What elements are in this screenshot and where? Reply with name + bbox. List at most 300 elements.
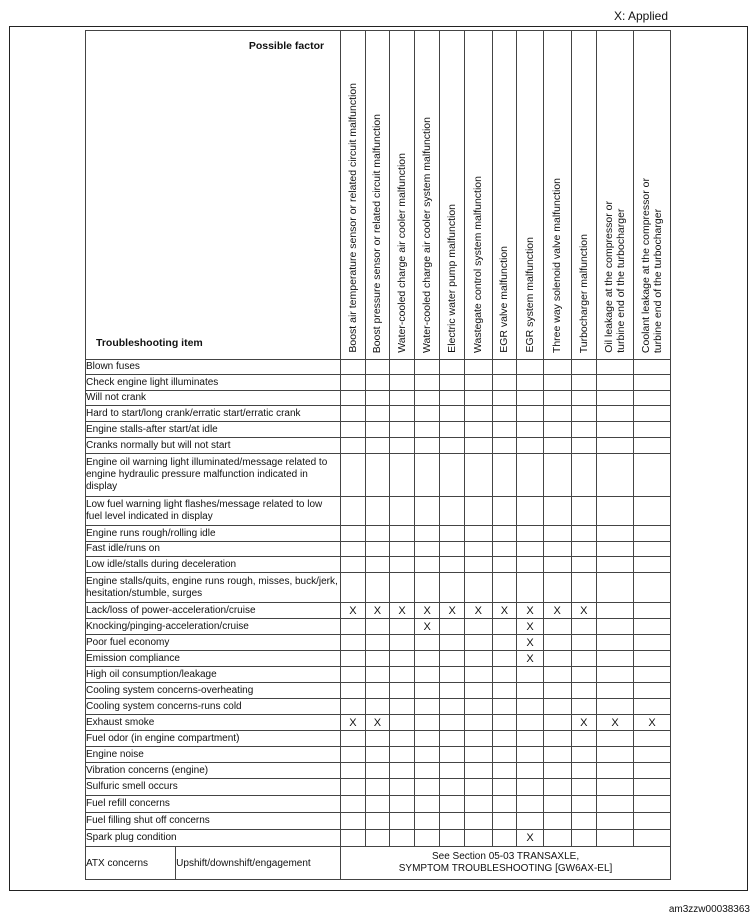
table-row <box>86 557 671 573</box>
mark-cell <box>390 779 415 796</box>
factor-label: Wastegate control system malfunction <box>472 175 485 353</box>
mark-cell <box>390 573 415 603</box>
mark-cell <box>634 683 671 699</box>
table-row <box>86 542 671 557</box>
mark-cell <box>341 763 366 779</box>
table-row <box>86 360 671 375</box>
factor-header-4 <box>414 31 440 360</box>
mark-cell <box>597 360 634 375</box>
mark-cell <box>365 557 390 573</box>
mark-cell <box>440 796 465 813</box>
mark-cell <box>597 619 634 635</box>
mark-cell <box>390 391 415 406</box>
mark-cell <box>543 731 571 747</box>
mark-cell <box>571 763 597 779</box>
mark-cell <box>517 497 544 526</box>
mark-cell <box>341 375 366 391</box>
mark-cell <box>365 573 390 603</box>
factor-label: Water-cooled charge air cooler system malfunction <box>421 117 434 353</box>
mark-cell <box>414 557 440 573</box>
mark-cell <box>440 454 465 497</box>
mark-cell <box>341 731 366 747</box>
applied-mark: X <box>634 715 671 731</box>
mark-cell <box>341 497 366 526</box>
factor-header-5 <box>440 31 465 360</box>
mark-cell <box>543 683 571 699</box>
mark-cell <box>390 830 415 847</box>
mark-cell <box>634 438 671 454</box>
mark-cell <box>517 422 544 438</box>
mark-cell <box>571 747 597 763</box>
mark-cell <box>341 779 366 796</box>
mark-cell <box>571 683 597 699</box>
mark-cell <box>341 422 366 438</box>
mark-cell <box>440 683 465 699</box>
mark-cell <box>465 557 493 573</box>
mark-cell <box>597 651 634 667</box>
mark-cell <box>390 747 415 763</box>
mark-cell <box>492 526 517 542</box>
mark-cell <box>571 813 597 830</box>
mark-cell <box>492 360 517 375</box>
mark-cell <box>492 542 517 557</box>
mark-cell <box>597 454 634 497</box>
mark-cell <box>414 779 440 796</box>
mark-cell <box>390 667 415 683</box>
mark-cell <box>492 406 517 422</box>
mark-cell <box>634 619 671 635</box>
mark-cell <box>492 683 517 699</box>
mark-cell <box>634 406 671 422</box>
table-row <box>86 526 671 542</box>
mark-cell <box>390 454 415 497</box>
mark-cell <box>597 573 634 603</box>
mark-cell <box>390 763 415 779</box>
atx-reference: See Section 05-03 TRANSAXLE, SYMPTOM TROUBLESHOOTING [GW6AX-EL] <box>341 847 671 880</box>
troubleshooting-item-label: Troubleshooting item <box>96 337 203 349</box>
mark-cell <box>543 557 571 573</box>
table-row <box>86 438 671 454</box>
mark-cell <box>365 438 390 454</box>
troubleshooting-item: Engine oil warning light illuminated/message related to engine hydraulic pressure malfunction indicated in display <box>86 454 341 497</box>
troubleshooting-item: Will not crank <box>86 391 341 406</box>
mark-cell <box>571 699 597 715</box>
mark-cell <box>365 683 390 699</box>
factor-header-11 <box>597 31 634 360</box>
mark-cell <box>597 813 634 830</box>
mark-cell <box>543 497 571 526</box>
factor-label: Oil leakage at the compressor or turbine end of the turbocharger <box>603 201 628 353</box>
mark-cell <box>341 542 366 557</box>
mark-cell <box>365 635 390 651</box>
mark-cell <box>465 683 493 699</box>
mark-cell <box>597 542 634 557</box>
mark-cell <box>517 796 544 813</box>
mark-cell <box>365 763 390 779</box>
mark-cell <box>440 422 465 438</box>
factor-label: Coolant leakage at the compressor or turbine end of the turbocharger <box>640 177 664 353</box>
mark-cell <box>517 699 544 715</box>
troubleshooting-item: Fuel refill concerns <box>86 796 341 813</box>
mark-cell <box>492 454 517 497</box>
mark-cell <box>492 438 517 454</box>
mark-cell <box>492 699 517 715</box>
table-row <box>86 830 671 847</box>
mark-cell <box>440 715 465 731</box>
mark-cell <box>414 635 440 651</box>
factor-header-3 <box>390 31 415 360</box>
mark-cell <box>365 422 390 438</box>
applied-mark: X <box>341 603 366 619</box>
troubleshooting-item: Cranks normally but will not start <box>86 438 341 454</box>
troubleshooting-item: Lack/loss of power-acceleration/cruise <box>86 603 341 619</box>
mark-cell <box>465 375 493 391</box>
mark-cell <box>440 813 465 830</box>
mark-cell <box>492 763 517 779</box>
mark-cell <box>543 526 571 542</box>
troubleshooting-item: Cooling system concerns-overheating <box>86 683 341 699</box>
mark-cell <box>597 699 634 715</box>
mark-cell <box>571 542 597 557</box>
troubleshooting-item: Knocking/pinging-acceleration/cruise <box>86 619 341 635</box>
mark-cell <box>597 763 634 779</box>
mark-cell <box>634 391 671 406</box>
mark-cell <box>517 391 544 406</box>
mark-cell <box>440 830 465 847</box>
mark-cell <box>517 375 544 391</box>
mark-cell <box>341 830 366 847</box>
applied-mark: X <box>517 651 544 667</box>
troubleshooting-item: Fast idle/runs on <box>86 542 341 557</box>
mark-cell <box>365 731 390 747</box>
mark-cell <box>465 731 493 747</box>
legend: X: Applied <box>613 9 668 23</box>
mark-cell <box>414 573 440 603</box>
mark-cell <box>543 830 571 847</box>
factor-header-8 <box>517 31 544 360</box>
mark-cell <box>517 779 544 796</box>
mark-cell <box>465 406 493 422</box>
mark-cell <box>543 813 571 830</box>
mark-cell <box>465 830 493 847</box>
mark-cell <box>390 813 415 830</box>
troubleshooting-item: Cooling system concerns-runs cold <box>86 699 341 715</box>
mark-cell <box>341 391 366 406</box>
applied-mark: X <box>492 603 517 619</box>
mark-cell <box>414 375 440 391</box>
mark-cell <box>634 747 671 763</box>
mark-cell <box>543 651 571 667</box>
mark-cell <box>341 360 366 375</box>
mark-cell <box>390 360 415 375</box>
mark-cell <box>634 813 671 830</box>
mark-cell <box>597 422 634 438</box>
mark-cell <box>465 635 493 651</box>
mark-cell <box>414 763 440 779</box>
applied-mark: X <box>365 715 390 731</box>
mark-cell <box>597 375 634 391</box>
table-row <box>86 813 671 830</box>
mark-cell <box>517 406 544 422</box>
factor-header-9 <box>543 31 571 360</box>
mark-cell <box>341 813 366 830</box>
mark-cell <box>414 813 440 830</box>
mark-cell <box>440 573 465 603</box>
mark-cell <box>414 747 440 763</box>
applied-mark: X <box>414 619 440 635</box>
mark-cell <box>634 603 671 619</box>
mark-cell <box>341 454 366 497</box>
mark-cell <box>365 747 390 763</box>
mark-cell <box>440 779 465 796</box>
mark-cell <box>543 438 571 454</box>
table-row <box>86 779 671 796</box>
mark-cell <box>597 747 634 763</box>
applied-mark: X <box>365 603 390 619</box>
mark-cell <box>571 830 597 847</box>
mark-cell <box>543 619 571 635</box>
troubleshooting-item: Spark plug condition <box>86 830 341 847</box>
mark-cell <box>390 422 415 438</box>
table-row <box>86 731 671 747</box>
mark-cell <box>517 667 544 683</box>
mark-cell <box>634 454 671 497</box>
atx-item: Upshift/downshift/engagement <box>176 847 341 880</box>
mark-cell <box>414 454 440 497</box>
mark-cell <box>365 497 390 526</box>
mark-cell <box>543 763 571 779</box>
mark-cell <box>414 422 440 438</box>
mark-cell <box>634 763 671 779</box>
mark-cell <box>341 526 366 542</box>
mark-cell <box>465 651 493 667</box>
document-id: am3zzw00038363 <box>668 904 750 915</box>
mark-cell <box>390 557 415 573</box>
mark-cell <box>492 619 517 635</box>
mark-cell <box>571 635 597 651</box>
mark-cell <box>543 360 571 375</box>
mark-cell <box>492 667 517 683</box>
table-row <box>86 375 671 391</box>
mark-cell <box>365 699 390 715</box>
mark-cell <box>390 406 415 422</box>
applied-mark: X <box>517 619 544 635</box>
mark-cell <box>571 731 597 747</box>
mark-cell <box>465 667 493 683</box>
mark-cell <box>341 699 366 715</box>
mark-cell <box>543 635 571 651</box>
mark-cell <box>465 542 493 557</box>
mark-cell <box>597 635 634 651</box>
mark-cell <box>492 830 517 847</box>
troubleshooting-item: Engine runs rough/rolling idle <box>86 526 341 542</box>
header-row <box>86 31 671 360</box>
mark-cell <box>571 573 597 603</box>
table-row <box>86 391 671 406</box>
mark-cell <box>492 779 517 796</box>
mark-cell <box>414 526 440 542</box>
mark-cell <box>414 699 440 715</box>
table-row <box>86 667 671 683</box>
mark-cell <box>465 747 493 763</box>
mark-cell <box>390 731 415 747</box>
mark-cell <box>341 573 366 603</box>
mark-cell <box>465 526 493 542</box>
troubleshooting-item: Engine stalls/quits, engine runs rough, misses, buck/jerk, hesitation/stumble, surges <box>86 573 341 603</box>
mark-cell <box>365 360 390 375</box>
mark-cell <box>543 454 571 497</box>
applied-mark: X <box>517 830 544 847</box>
mark-cell <box>597 497 634 526</box>
mark-cell <box>390 796 415 813</box>
mark-cell <box>341 667 366 683</box>
troubleshooting-item: High oil consumption/leakage <box>86 667 341 683</box>
mark-cell <box>543 542 571 557</box>
mark-cell <box>341 747 366 763</box>
mark-cell <box>365 796 390 813</box>
troubleshooting-item: Engine noise <box>86 747 341 763</box>
mark-cell <box>597 391 634 406</box>
factor-label: Water-cooled charge air cooler malfunction <box>396 153 409 353</box>
mark-cell <box>440 438 465 454</box>
mark-cell <box>365 651 390 667</box>
mark-cell <box>465 454 493 497</box>
table-row <box>86 747 671 763</box>
mark-cell <box>634 542 671 557</box>
mark-cell <box>365 526 390 542</box>
mark-cell <box>517 683 544 699</box>
mark-cell <box>341 406 366 422</box>
atx-concerns-label: ATX concerns <box>86 847 176 880</box>
mark-cell <box>571 454 597 497</box>
mark-cell <box>543 747 571 763</box>
mark-cell <box>517 715 544 731</box>
mark-cell <box>634 497 671 526</box>
mark-cell <box>440 667 465 683</box>
factor-label: Boost air temperature sensor or related circuit malfunction <box>346 83 359 353</box>
applied-mark: X <box>517 603 544 619</box>
mark-cell <box>492 557 517 573</box>
mark-cell <box>390 497 415 526</box>
mark-cell <box>543 573 571 603</box>
mark-cell <box>390 619 415 635</box>
mark-cell <box>571 796 597 813</box>
mark-cell <box>440 619 465 635</box>
mark-cell <box>597 603 634 619</box>
mark-cell <box>571 422 597 438</box>
mark-cell <box>414 391 440 406</box>
mark-cell <box>571 406 597 422</box>
mark-cell <box>571 438 597 454</box>
mark-cell <box>492 573 517 603</box>
mark-cell <box>365 454 390 497</box>
mark-cell <box>390 699 415 715</box>
mark-cell <box>341 683 366 699</box>
factor-header-6 <box>465 31 493 360</box>
atx-row <box>86 847 671 880</box>
mark-cell <box>440 360 465 375</box>
mark-cell <box>492 796 517 813</box>
mark-cell <box>341 438 366 454</box>
table-row <box>86 573 671 603</box>
mark-cell <box>390 542 415 557</box>
mark-cell <box>492 715 517 731</box>
mark-cell <box>414 438 440 454</box>
troubleshooting-item: Fuel odor (in engine compartment) <box>86 731 341 747</box>
mark-cell <box>440 651 465 667</box>
factor-label: EGR system malfunction <box>524 237 537 353</box>
mark-cell <box>414 542 440 557</box>
mark-cell <box>365 779 390 796</box>
mark-cell <box>571 391 597 406</box>
mark-cell <box>597 438 634 454</box>
mark-cell <box>492 635 517 651</box>
troubleshooting-item: Exhaust smoke <box>86 715 341 731</box>
mark-cell <box>414 830 440 847</box>
mark-cell <box>465 779 493 796</box>
mark-cell <box>571 651 597 667</box>
mark-cell <box>390 715 415 731</box>
mark-cell <box>440 747 465 763</box>
mark-cell <box>465 813 493 830</box>
mark-cell <box>634 796 671 813</box>
troubleshooting-item: Fuel filling shut off concerns <box>86 813 341 830</box>
troubleshooting-item: Low fuel warning light flashes/message related to low fuel level indicated in display <box>86 497 341 526</box>
mark-cell <box>571 497 597 526</box>
mark-cell <box>390 526 415 542</box>
troubleshooting-item: Engine stalls-after start/at idle <box>86 422 341 438</box>
table-row <box>86 406 671 422</box>
mark-cell <box>634 635 671 651</box>
factor-header-12 <box>634 31 671 360</box>
mark-cell <box>492 651 517 667</box>
mark-cell <box>390 635 415 651</box>
applied-mark: X <box>543 603 571 619</box>
mark-cell <box>465 497 493 526</box>
mark-cell <box>517 557 544 573</box>
mark-cell <box>365 667 390 683</box>
mark-cell <box>414 497 440 526</box>
mark-cell <box>440 763 465 779</box>
mark-cell <box>440 635 465 651</box>
mark-cell <box>571 619 597 635</box>
mark-cell <box>634 360 671 375</box>
mark-cell <box>440 406 465 422</box>
factor-header-2 <box>365 31 390 360</box>
mark-cell <box>543 796 571 813</box>
mark-cell <box>597 683 634 699</box>
factor-header-10 <box>571 31 597 360</box>
troubleshooting-item: Hard to start/long crank/erratic start/erratic crank <box>86 406 341 422</box>
mark-cell <box>414 667 440 683</box>
mark-cell <box>465 699 493 715</box>
mark-cell <box>465 360 493 375</box>
mark-cell <box>634 375 671 391</box>
mark-cell <box>492 422 517 438</box>
factor-label: EGR valve malfunction <box>498 246 511 353</box>
table-row <box>86 619 671 635</box>
mark-cell <box>440 557 465 573</box>
mark-cell <box>440 699 465 715</box>
table-row <box>86 422 671 438</box>
mark-cell <box>492 497 517 526</box>
mark-cell <box>341 796 366 813</box>
mark-cell <box>440 731 465 747</box>
table-row <box>86 796 671 813</box>
mark-cell <box>517 454 544 497</box>
mark-cell <box>465 391 493 406</box>
mark-cell <box>634 699 671 715</box>
